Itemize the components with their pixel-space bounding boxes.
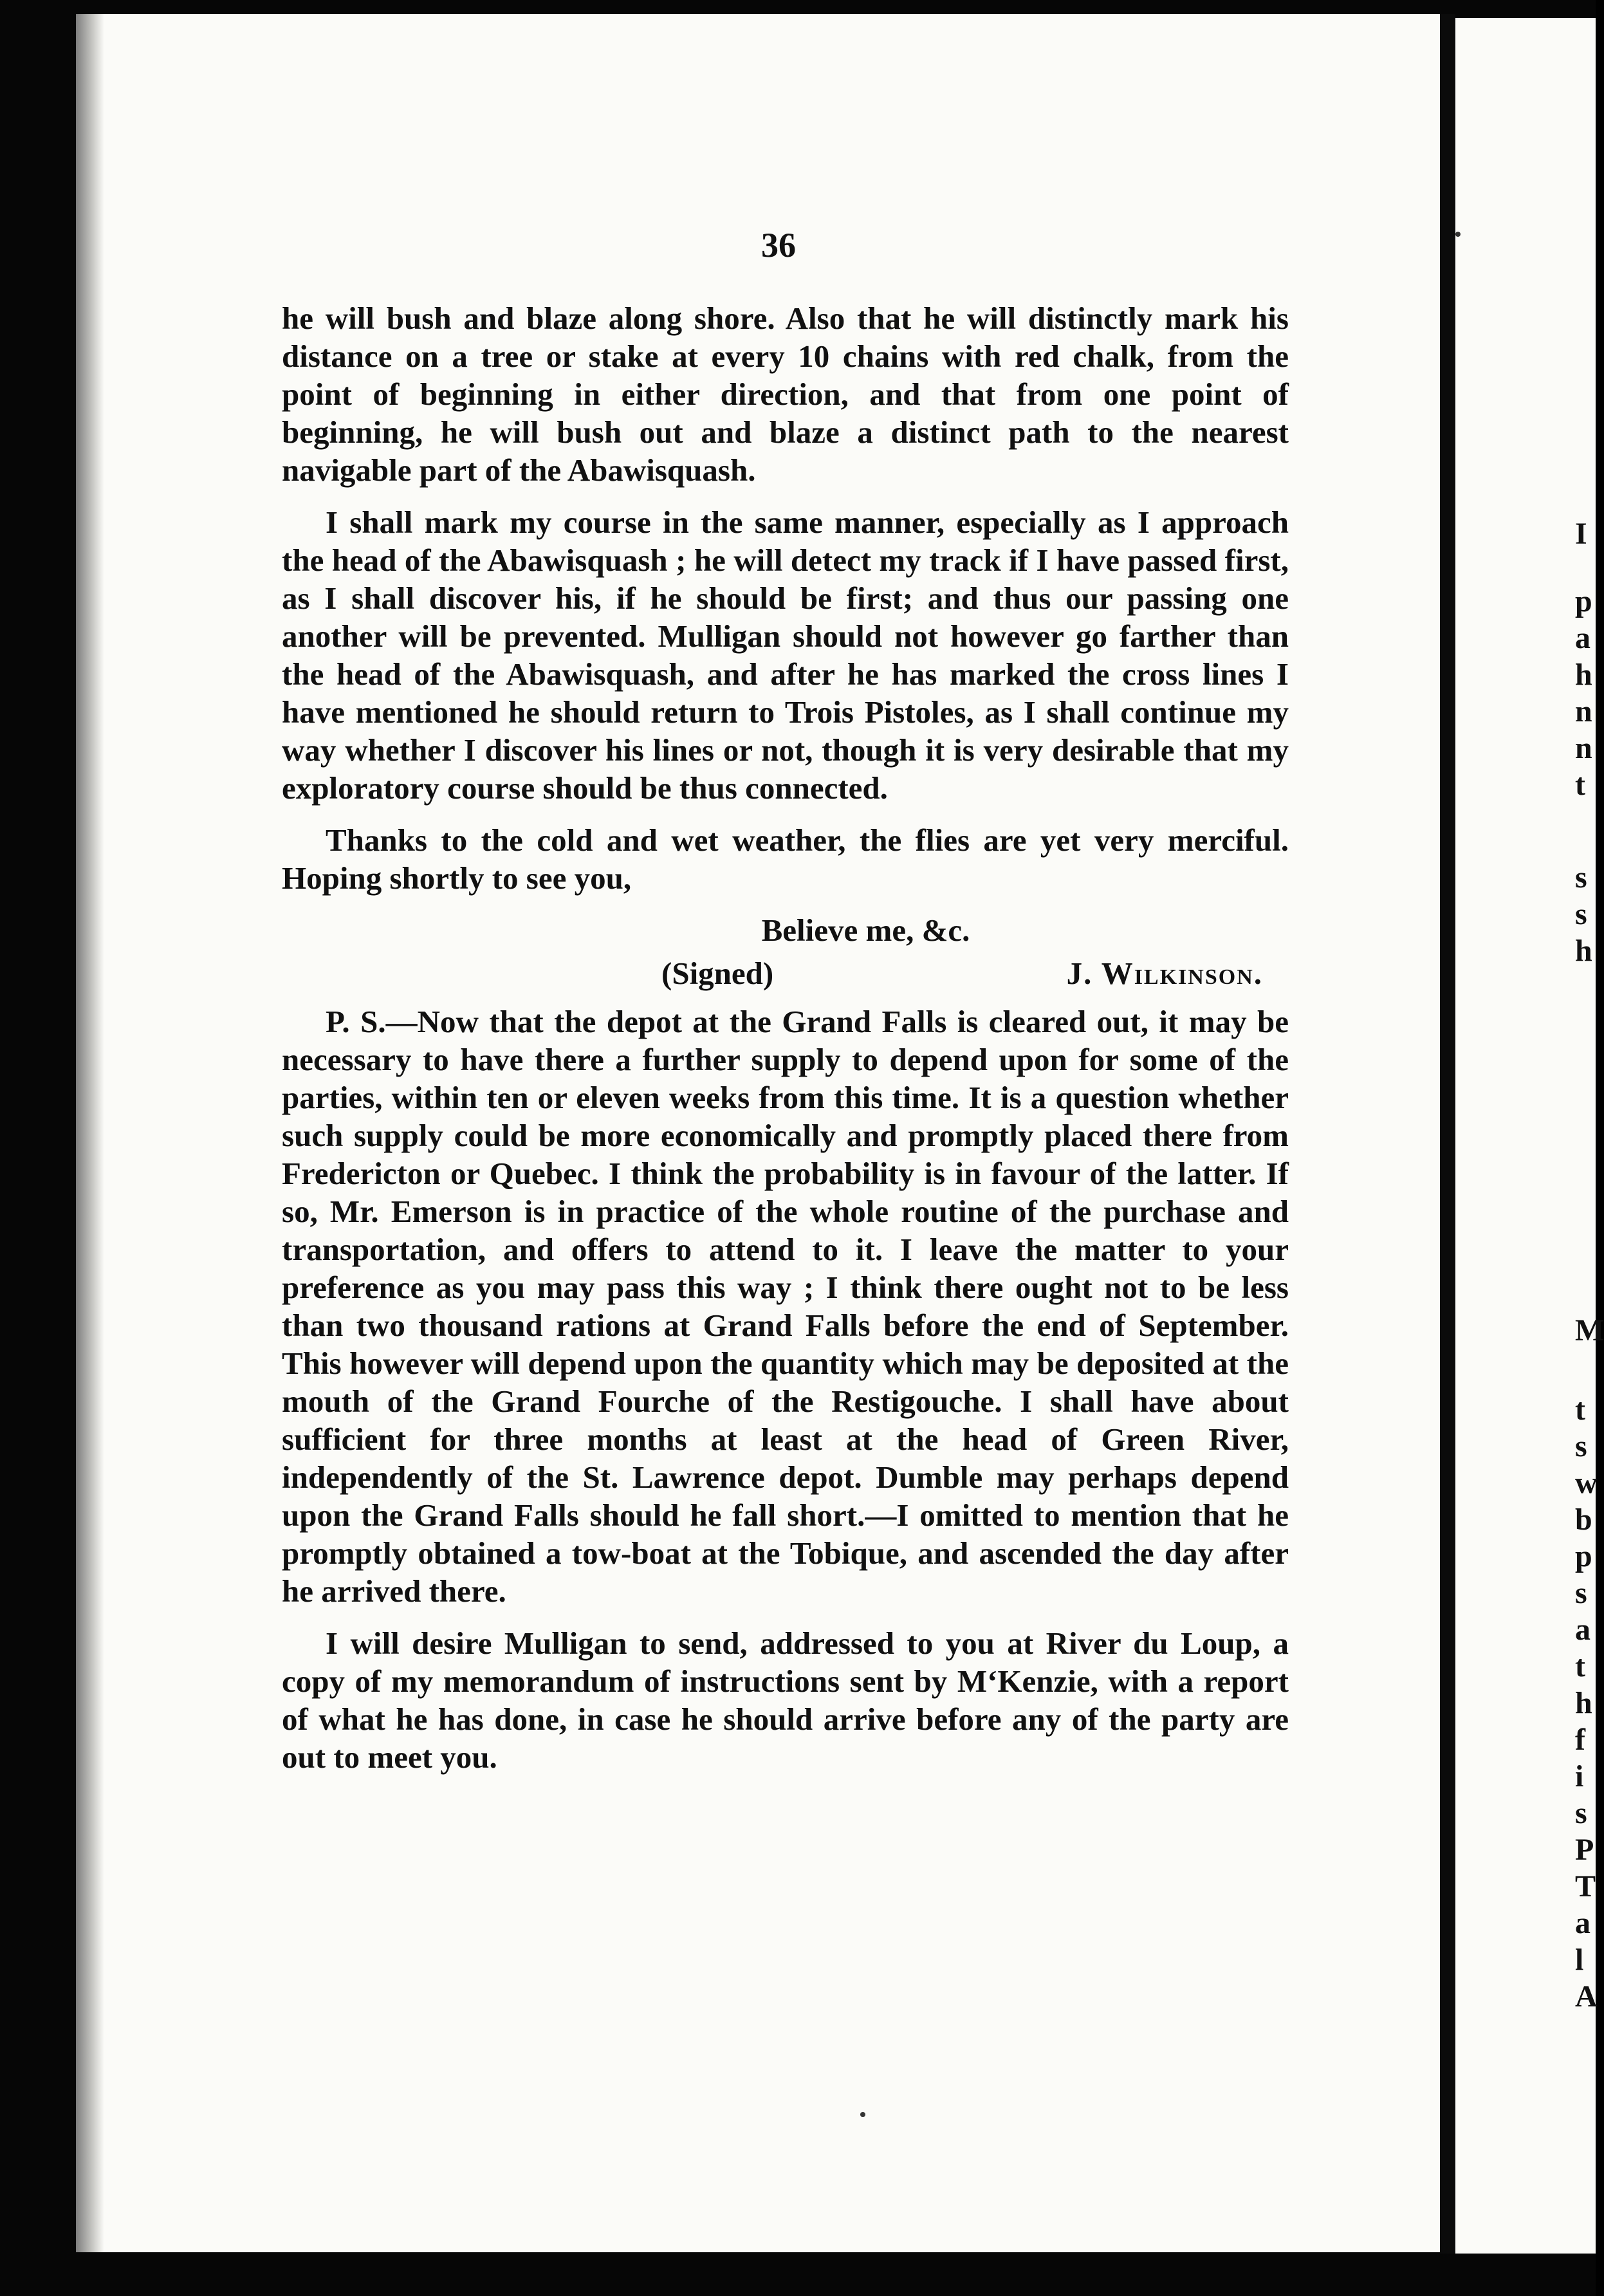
facing-fragment: a xyxy=(1575,1906,1590,1940)
binding-mark xyxy=(1455,232,1461,237)
facing-fragment: t xyxy=(1575,1649,1585,1683)
facing-fragment: P xyxy=(1575,1833,1594,1867)
facing-fragment: i xyxy=(1575,1759,1584,1793)
facing-fragment: w xyxy=(1575,1466,1598,1500)
facing-fragment: A xyxy=(1575,1979,1598,2014)
facing-fragment: s xyxy=(1575,860,1587,894)
facing-fragment: n xyxy=(1575,731,1592,765)
facing-fragment: p xyxy=(1575,584,1592,618)
signed-label: (Signed) xyxy=(661,956,774,991)
paragraph-2: I shall mark my course in the same manner, especially as I approach the head of the Abawisquash ; he will detect my track if I have passed first, as I shall discover his, if he should be first; and thus our passing one another will be prevented. Mulligan should not however go farther than the head of the Abawisquash, and after he has marked the cross lines I have mentioned he should return to Trois Pistoles, as I shall continue my way whether I discover his lines or not, though it is very desirable that my exploratory course should be thus connected. xyxy=(282,505,1289,806)
facing-fragment: s xyxy=(1575,1576,1587,1610)
facing-fragment: T xyxy=(1575,1869,1596,1903)
gutter-shadow xyxy=(76,14,104,2252)
paragraph-3: Thanks to the cold and wet weather, the flies are yet very merciful. Hoping shortly to see you, xyxy=(282,822,1289,896)
facing-fragment: p xyxy=(1575,1539,1592,1573)
final-paragraph: I will desire Mulligan to send, addressed to you at River du Loup, a copy of my memorandum of instructions sent by M‘Kenzie, with a report of what he has done, in case he should arrive before any of the party are out to meet you. xyxy=(282,1625,1289,1775)
facing-fragment: M xyxy=(1575,1313,1604,1347)
facing-fragment: I xyxy=(1575,517,1587,551)
facing-fragment: h xyxy=(1575,934,1592,968)
signature-line xyxy=(282,954,1289,992)
facing-fragment: a xyxy=(1575,621,1590,655)
closing-line: Believe me, &c. xyxy=(761,912,970,948)
facing-fragment: f xyxy=(1575,1723,1585,1757)
facing-fragment: s xyxy=(1575,897,1587,931)
facing-fragment: n xyxy=(1575,694,1592,728)
postscript-paragraph: P. S.—Now that the depot at the Grand Falls is cleared out, it may be necessary to have there a further supply to depend upon for some of the parties, within ten or eleven weeks from this time. It is a question whether such supply could be more economically and promptly placed there from Fredericton or Quebec. I think the probability is in favour of the latter. If so, Mr. Emerson is in practice of the whole routine of the purchase and transportation, and offers to attend to it. I leave the matter to your preference as you may pass this way ; I think there ought not to be less than two thousand rations at Grand Falls before the end of September. This however will depend upon the quantity which may be deposited at the mouth of the Grand Fourche of the Restigouche. I shall have about sufficient for three months at least at the head of Green River, independently of the St. Lawrence depot. Dumble may perhaps depend upon the Grand Falls should he fall short.—I omitted to mention that he promptly obtained a tow-boat at the Tobique, and ascended the day after he arrived there. xyxy=(282,1004,1289,1609)
page-divider xyxy=(1440,14,1455,2254)
facing-fragment: b xyxy=(1575,1503,1592,1537)
facing-fragment: s xyxy=(1575,1429,1587,1463)
facing-fragment: h xyxy=(1575,1686,1592,1720)
facing-page-text xyxy=(1570,0,1604,2296)
facing-fragment: t xyxy=(1575,1393,1585,1427)
paragraph-1: he will bush and blaze along shore. Also that he will distinctly mark his distance on a tree or stake at every 10 chains with red chalk, from the point of beginning in either direction, and that from one point of beginning, he will bush out and blaze a distinct path to the nearest navigable part of the Abawisquash. xyxy=(282,301,1289,488)
ink-speck xyxy=(860,2112,865,2117)
facing-fragment: l xyxy=(1575,1943,1584,1977)
signature-name: J. Wilkinson. xyxy=(1066,956,1263,991)
letter-body xyxy=(282,299,1289,1790)
page-number: 36 xyxy=(761,226,796,264)
facing-fragment: h xyxy=(1575,658,1592,692)
facing-fragment: t xyxy=(1575,768,1585,802)
facing-fragment: s xyxy=(1575,1796,1587,1830)
facing-fragment: a xyxy=(1575,1613,1590,1647)
